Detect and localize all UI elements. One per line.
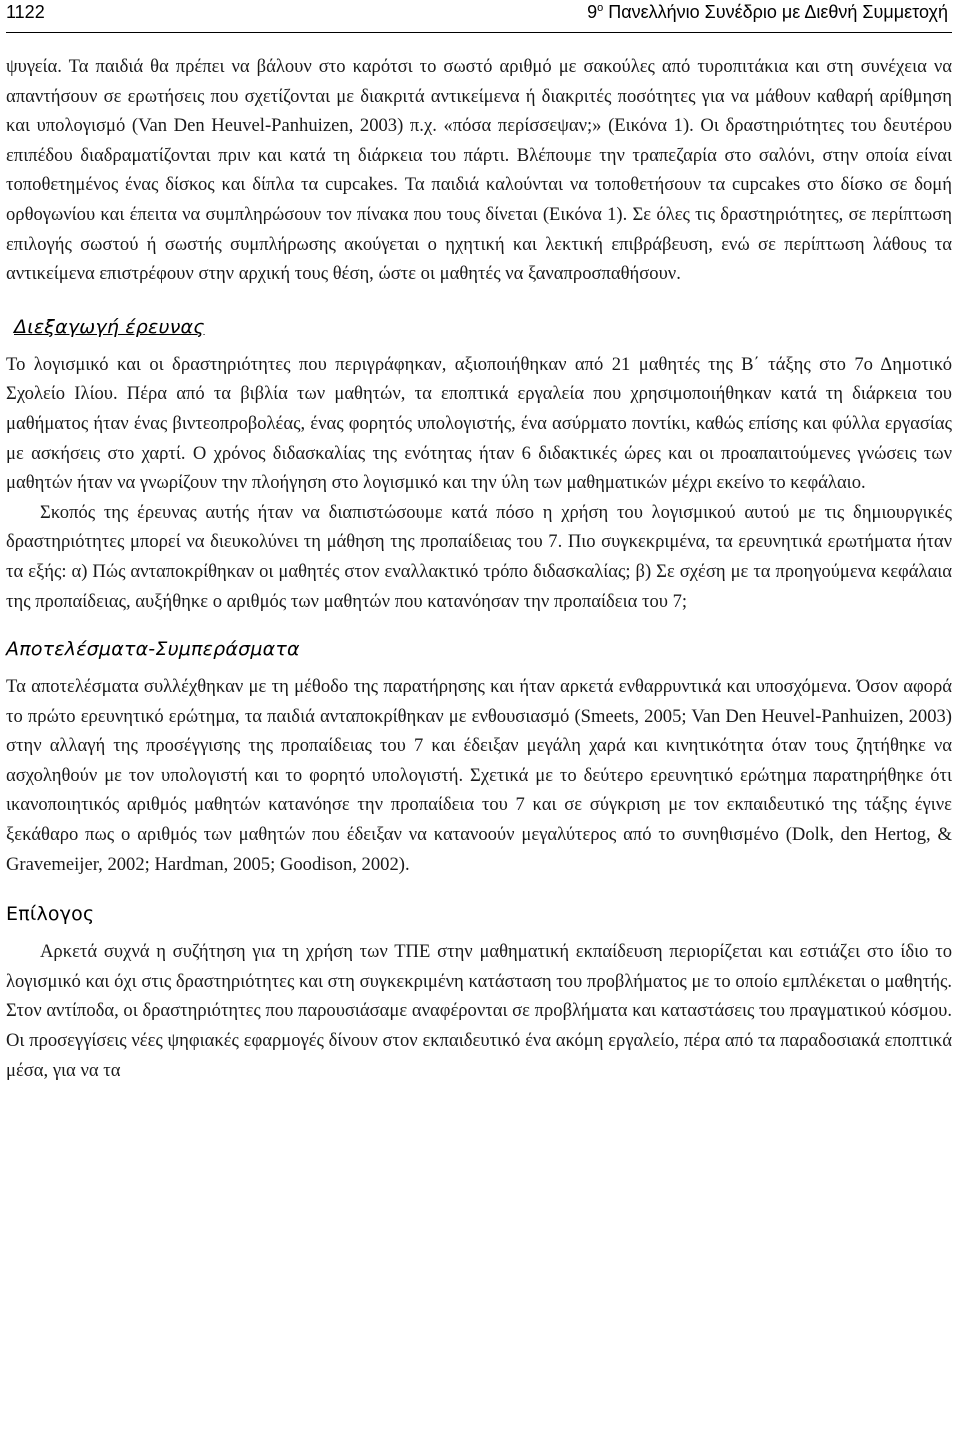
page-header — [6, 0, 952, 33]
conference-ordinal: 9 — [587, 2, 598, 22]
conference-title — [587, 2, 952, 23]
section-heading-results: Αποτελέσματα-Συμπεράσματα — [6, 638, 300, 661]
conference-ordinal-superscript: ο — [597, 2, 604, 14]
research-paragraph-1: Το λογισμικό και οι δραστηριότητες που περιγράφηκαν, αξιοποιήθηκαν από 21 μαθητές της Β΄ τάξης στο 7ο Δημοτικό Σχολείο Ιλίου. Πέρα από τα βιβλία των μαθητών, τα εποπτικά εργαλεία που χρησιμοποιήθηκαν κατά τη διάρκεια του μαθήματος ήταν ένας βιντεοπροβολέας, ένας φορητός υπολογιστής, ένα ασύρματο ποντίκι, καθώς επίσης και φύλλα εργασίας με ασκήσεις στο χαρτί. Ο χρόνος διδασκαλίας της ενότητας ήταν 6 διδακτικές ώρες και οι προαπαιτούμενες γνώσεις των μαθητών ήταν να γνωρίζουν την πλοήγηση στο λογισμικό και την ύλη των μαθηματικών μέχρι εκείνο το κεφάλαιο. — [6, 353, 952, 494]
research-paragraph-2: Σκοπός της έρευνας αυτής ήταν να διαπιστώσουμε κατά πόσο η χρήση του λογισμικού αυτού με τις δημιουργικές δραστηριότητες μπορεί να διευκολύνει τη μάθηση της προπαίδειας του 7. Πιο συγκεκριμένα, τα ερευνητικά ερωτήματα ήταν τα εξής: α) Πώς ανταποκρίθηκαν οι μαθητές στον εναλλακτικό τρόπο διδασκαλίας; β) Σε σχέση με τα προηγούμενα κεφάλαια της προπαίδειας, αυξήθηκε ο αριθμός των μαθητών που κατανόησαν την προπαίδεια του 7; — [6, 501, 952, 612]
epilogue-paragraph: Αρκετά συχνά η συζήτηση για τη χρήση των ΤΠΕ στην μαθηματική εκπαίδευση περιορίζεται και εστιάζει στο ίδιο το λογισμικό και όχι στις δραστηριότητες και στη συγκεκριμένη κατάσταση του προβλήματος με το οποίο εμπλέκεται ο μαθητής. Στον αντίποδα, οι δραστηριότητες που παρουσιάσαμε αναφέρονται σε προβλήματα και καταστάσεις του πραγματικού κόσμου. Οι προσεγγίσεις νέες ψηφιακές εφαρμογές δίνουν στον εκπαιδευτικό ένα ακόμη εργαλείο, πέρα από τα παραδοσιακά εποπτικά μέσα, για να τα — [6, 941, 952, 1081]
section-heading-research: Διεξαγωγή έρευνας — [14, 315, 205, 338]
section-heading-epilogue: Επίλογος — [6, 903, 95, 926]
page-number: 1122 — [6, 2, 45, 22]
intro-paragraph: ψυγεία. Τα παιδιά θα πρέπει να βάλουν στο καρότσι το σωστό αριθμό με σακούλες από τυροπιτάκια και στη συνέχεια να απαντήσουν σε ερωτήσεις που σχετίζονται με διακριτά αντικείμενα ή διακριτές ποσότητες για να μάθουν καθαρή αρίθμηση και υπολογισμό (Van Den Heuvel-Panhuizen, 2003) π.χ. «πόσα περίσσεψαν;» (Εικόνα 1). Οι δραστηριότητες του δευτέρου επιπέδου διαδραματίζονται πριν και κατά τη διάρκεια του πάρτι. Βλέπουμε την τραπεζαρία στο σαλόνι, στην οποία είναι τοποθετημένος ένας δίσκος και δίπλα τα cupcakes. Τα παιδιά καλούνται να τοποθετήσουν τα cupcakes στο δίσκο σε δομή ορθογωνίου και έπειτα να συμπληρώσουν τον πίνακα που τους δίνεται (Εικόνα 1). Σε όλες τις δραστηριότητες, σε περίπτωση επιλογής σωστού ή σωστής συμπλήρωσης ακούγεται ο ηχητική και λεκτική επιβράβευση, ενώ σε περίπτωση λάθους τα αντικείμενα επιστρέφουν στην αρχική τους θέση, ώστε οι μαθητές να ξαναπροσπαθήσουν. — [6, 56, 952, 285]
conference-title-text: Πανελλήνιο Συνέδριο με Διεθνή Συμμετοχή — [603, 2, 948, 22]
page-content — [6, 52, 952, 1085]
results-paragraph: Τα αποτελέσματα συλλέχθηκαν με τη μέθοδο της παρατήρησης και ήταν αρκετά ενθαρρυντικά και υποσχόμενα. Όσον αφορά το πρώτο ερευνητικό ερώτημα, τα παιδιά ανταποκρίθηκαν με ενθουσιασμό (Smeets, 2005; Van Den Heuvel-Panhuizen, 2003) στην αλλαγή της προσέγγισης της προπαίδειας του 7 και έδειξαν μεγάλη χαρά και κινητικότητα όταν τους ζητήθηκε να ασχοληθούν με τον υπολογιστή και το φορητό υπολογιστή. Σχετικά με το δεύτερο ερευνητικό ερώτημα παρατηρήθηκε ότι ικανοποιητικός αριθμός μαθητών κατανόησε την προπαίδεια του 7 και σε σύγκριση με τον εκπαιδευτικό της τάξης έγινε ξεκάθαρο πως ο αριθμός των μαθητών που έδειξαν να κατανοούν μεγαλύτερος από το συνηθισμένο (Dolk, den Hertog, & Gravemeijer, 2002; Hardman, 2005; Goodison, 2002). — [6, 676, 952, 875]
